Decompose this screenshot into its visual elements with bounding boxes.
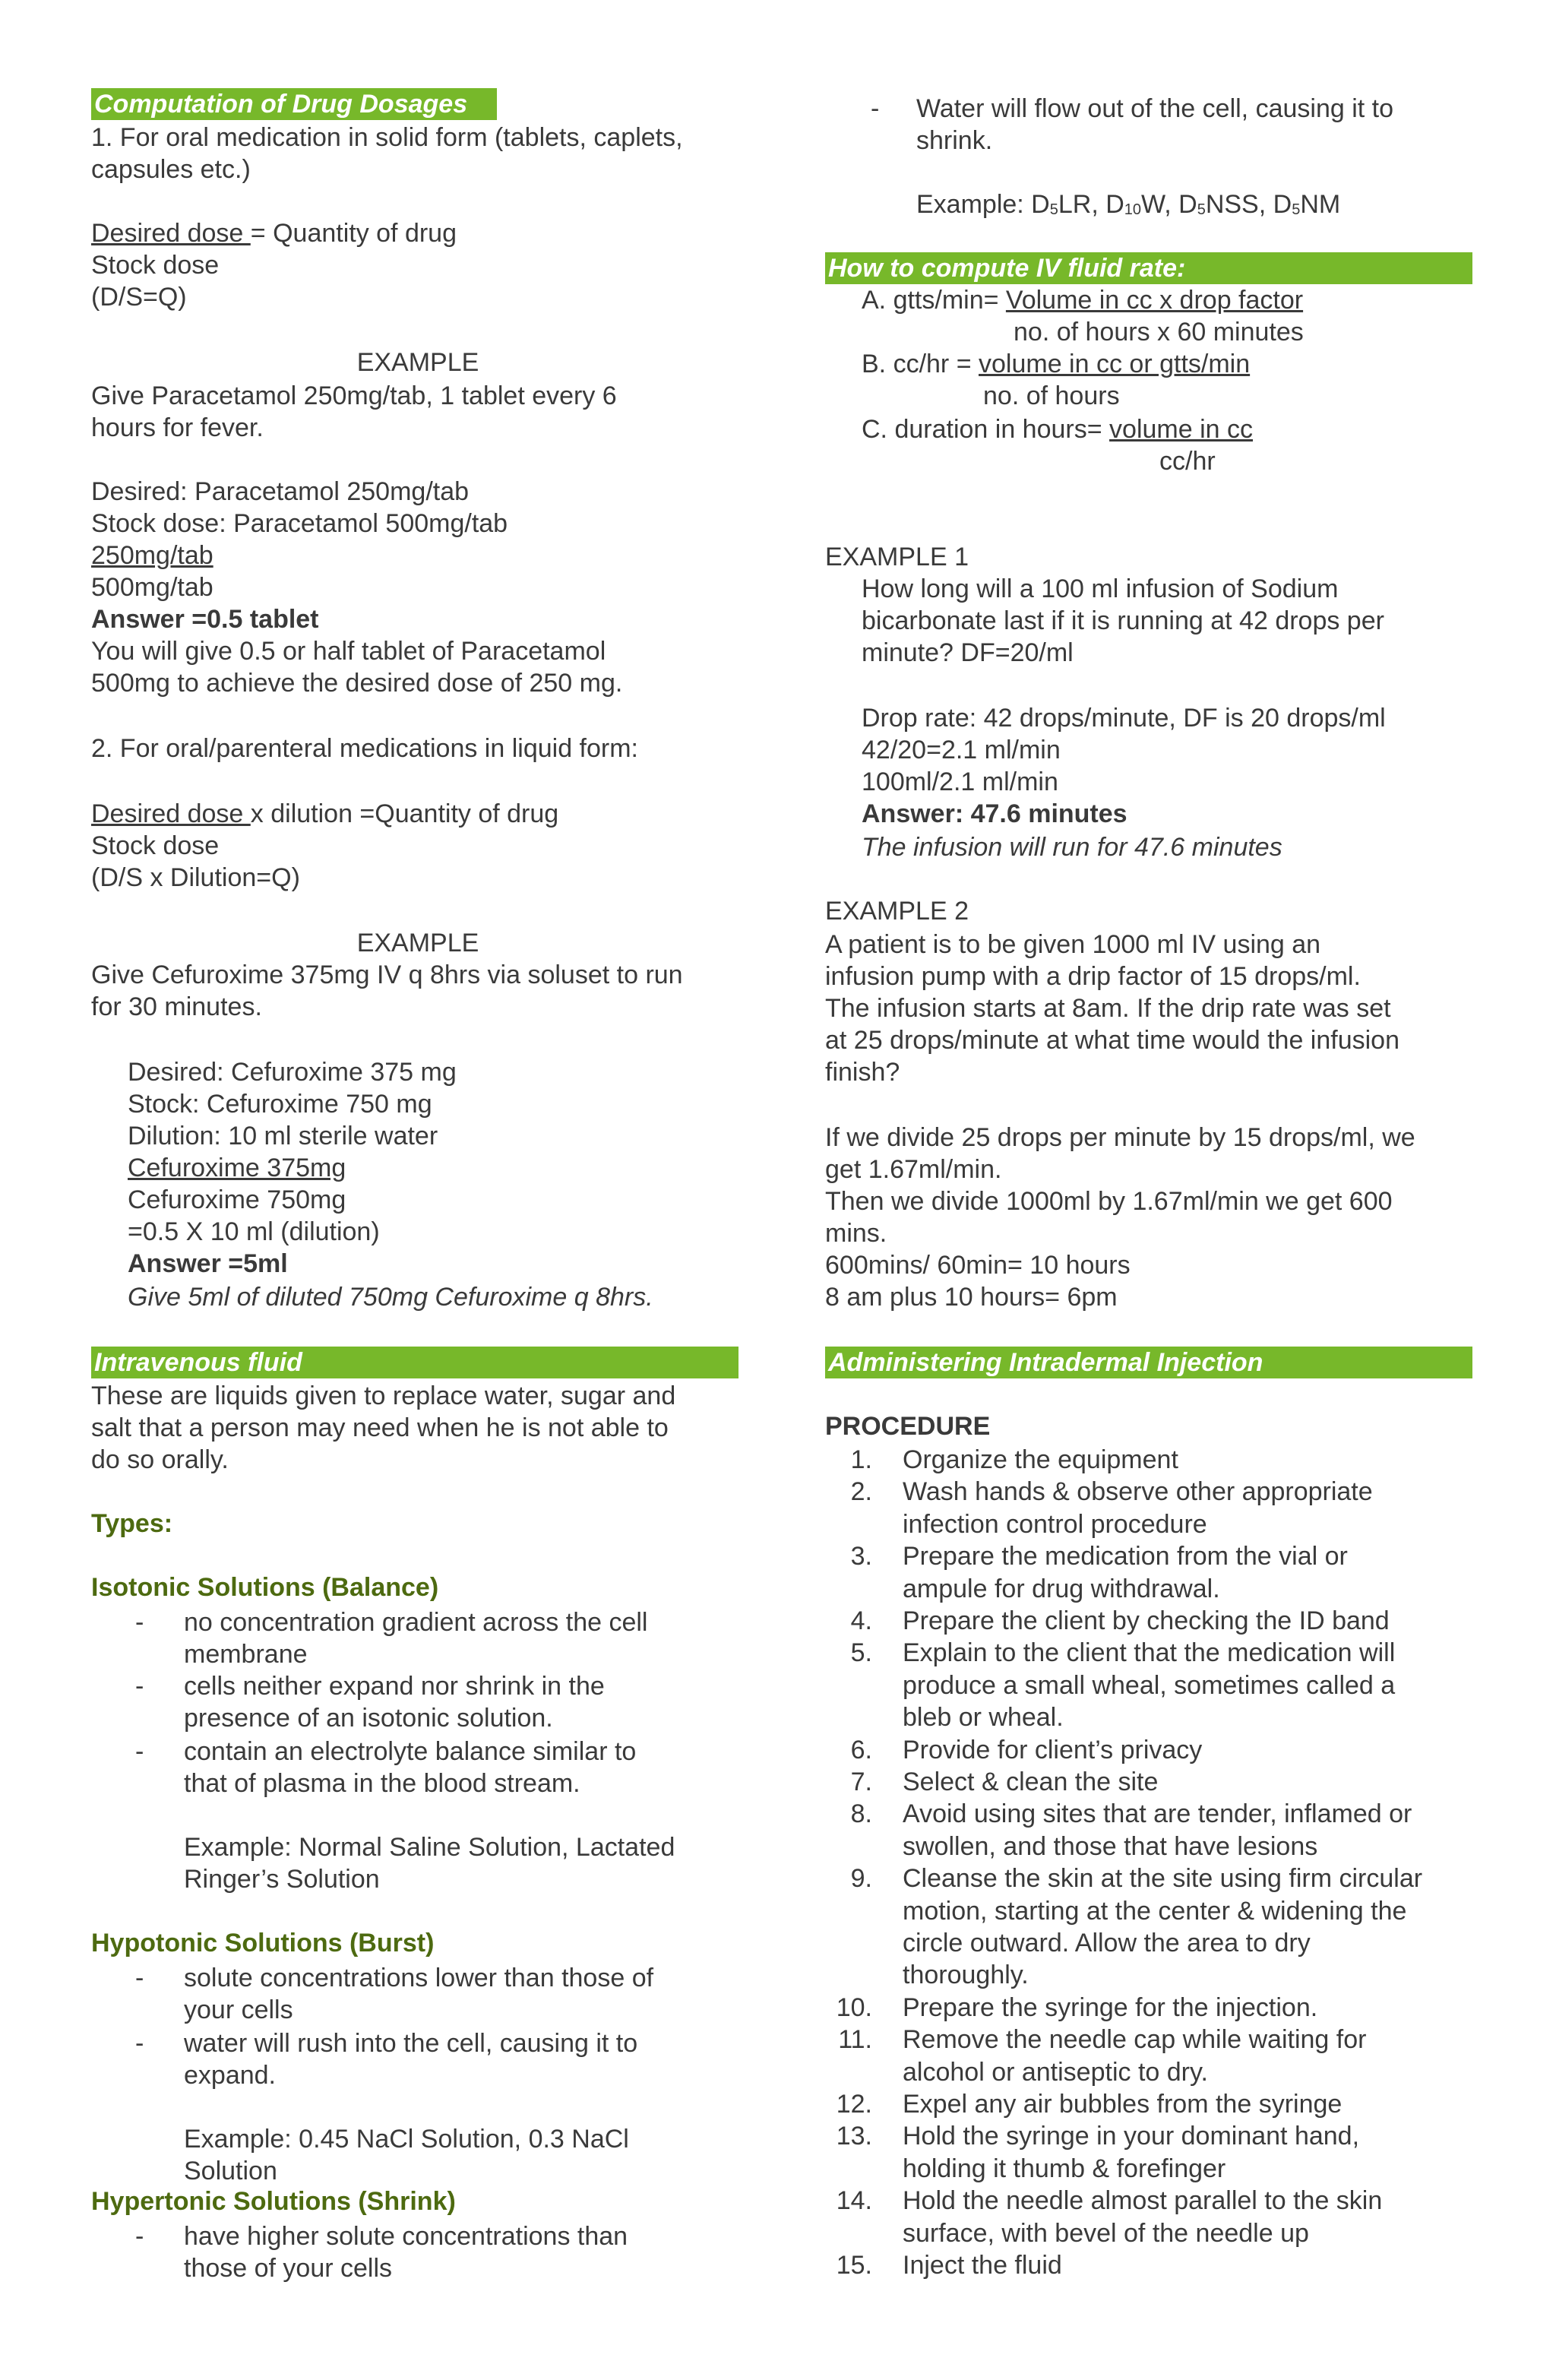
formula2-stock: Stock dose	[91, 831, 220, 860]
formula-b-denominator: no. of hours	[983, 381, 1120, 410]
procedure-step-text: infection control procedure	[903, 1510, 1207, 1539]
ex1-stock: Stock dose: Paracetamol 500mg/tab	[91, 509, 508, 538]
formula2-abbr: (D/S x Dilution=Q)	[91, 863, 300, 892]
procedure-step-text: motion, starting at the center & widening the	[903, 1897, 1407, 1926]
procedure-step-text: Cleanse the skin at the site using firm circular	[903, 1864, 1423, 1893]
step-number: 8.	[850, 1799, 872, 1828]
procedure-step-text: swollen, and those that have lesions	[903, 1832, 1318, 1861]
procedure-step-text: surface, with bevel of the needle up	[903, 2219, 1309, 2248]
formula-a-numerator: Volume in cc x drop factor	[1005, 286, 1304, 315]
ex2-dilution: Dilution: 10 ml sterile water	[128, 1122, 438, 1150]
ex2-question-l2: infusion pump with a drip factor of 15 drops/ml.	[825, 962, 1361, 991]
ex2-calc: =0.5 X 10 ml (dilution)	[128, 1217, 380, 1246]
formula1-desired: Desired dose	[91, 219, 251, 248]
iso-example-l1: Example: Normal Saline Solution, Lactated	[184, 1833, 675, 1862]
types-label: Types:	[91, 1509, 173, 1538]
ex2-question-l1: A patient is to be given 1000 ml IV using an	[825, 930, 1321, 959]
ex1-step1: Drop rate: 42 drops/minute, DF is 20 drops/ml	[862, 704, 1386, 733]
bullet-dash: -	[135, 1672, 144, 1701]
ex2-question-l3: The infusion starts at 8am. If the drip rate was set	[825, 994, 1391, 1023]
step-number: 14.	[836, 2186, 872, 2215]
step-number: 3.	[850, 1542, 872, 1571]
procedure-step-text: Inject the fluid	[903, 2251, 1062, 2280]
ex2-step2-l1: Then we divide 1000ml by 1.67ml/min we get 600	[825, 1187, 1393, 1216]
procedure-step-text: alcohol or antiseptic to dry.	[903, 2058, 1208, 2087]
ex2-stock: Stock: Cefuroxime 750 mg	[128, 1090, 432, 1119]
procedure-step-text: holding it thumb & forefinger	[903, 2154, 1226, 2183]
iso-example-l2: Ringer’s Solution	[184, 1865, 380, 1894]
iso-b2-l2: presence of an isotonic solution.	[184, 1704, 553, 1733]
iso-b2-l1: cells neither expand nor shrink in the	[184, 1672, 605, 1701]
iv-def-l3: do so orally.	[91, 1445, 229, 1474]
hypo-example-l1: Example: 0.45 NaCl Solution, 0.3 NaCl	[184, 2125, 629, 2154]
ex1-question-l1: How long will a 100 ml infusion of Sodium	[862, 574, 1339, 603]
formula2-desired: Desired dose	[91, 799, 251, 828]
procedure-step-text: produce a small wheal, sometimes called a	[903, 1671, 1396, 1700]
hypo-example-l2: Solution	[184, 2157, 277, 2185]
step-number: 9.	[850, 1864, 872, 1893]
step-number: 10.	[836, 1993, 872, 2022]
ex1-line2: hours for fever.	[91, 413, 264, 442]
ex2-step2-l2: mins.	[825, 1219, 887, 1248]
oral-solid-title: 1. For oral medication in solid form (tablets, caplets,	[91, 123, 683, 152]
ex1-conclusion: The infusion will run for 47.6 minutes	[862, 833, 1282, 862]
bullet-dash: -	[135, 1608, 144, 1637]
iso-b3-l1: contain an electrolyte balance similar to	[184, 1737, 637, 1766]
formula1-line	[91, 217, 457, 249]
step-number: 11.	[838, 2025, 872, 2054]
procedure-step-text: Select & clean the site	[903, 1768, 1159, 1796]
formula-c	[862, 413, 1253, 445]
ex2-numerator: Cefuroxime 375mg	[128, 1154, 346, 1182]
procedure-step-text: bleb or wheal.	[903, 1703, 1064, 1732]
bullet-dash: -	[135, 2222, 144, 2251]
step-number: 12.	[836, 2090, 872, 2119]
ex1-question-l2: bicarbonate last if it is running at 42 drops per	[862, 606, 1384, 635]
ex2-step3: 600mins/ 60min= 10 hours	[825, 1251, 1131, 1280]
ex2-desired: Desired: Cefuroxime 375 mg	[128, 1058, 457, 1087]
procedure-step-text: thoroughly.	[903, 1961, 1029, 1989]
procedure-step-text: Wash hands & observe other appropriate	[903, 1477, 1373, 1506]
formula-c-denominator: cc/hr	[1159, 447, 1216, 476]
ex2-step1-l2: get 1.67ml/min.	[825, 1155, 1002, 1184]
iso-b3-l2: that of plasma in the blood stream.	[184, 1769, 580, 1798]
formula-a	[862, 284, 1303, 316]
section-header-computation: Computation of Drug Dosages	[91, 88, 497, 120]
procedure-step-text: Expel any air bubbles from the syringe	[903, 2090, 1343, 2119]
formula-a-denominator: no. of hours x 60 minutes	[1014, 318, 1304, 347]
ex2-line2: for 30 minutes.	[91, 992, 262, 1021]
ex1-question-l3: minute? DF=20/ml	[862, 638, 1074, 667]
step-number: 5.	[850, 1638, 872, 1667]
ex1-conclusion-l2: 500mg to achieve the desired dose of 250 mg.	[91, 669, 623, 698]
bullet-dash: -	[135, 1737, 144, 1766]
ex1-desired: Desired: Paracetamol 250mg/tab	[91, 477, 470, 506]
section-header-iv-fluid: Intravenous fluid	[91, 1347, 738, 1378]
procedure-step-text: Provide for client’s privacy	[903, 1736, 1203, 1764]
hyper-b1-l2: those of your cells	[184, 2254, 393, 2283]
hypo-b2-l2: expand.	[184, 2061, 276, 2090]
ex2-question-l4: at 25 drops/minute at what time would the infusion	[825, 1026, 1399, 1055]
ex2-step4: 8 am plus 10 hours= 6pm	[825, 1283, 1118, 1312]
liquid-title: 2. For oral/parenteral medications in liquid form:	[91, 734, 638, 763]
ex2-question-l5: finish?	[825, 1058, 900, 1087]
procedure-step-text: Prepare the syringe for the injection.	[903, 1993, 1318, 2022]
procedure-step-text: Prepare the client by checking the ID band	[903, 1606, 1390, 1635]
procedure-step-text: Remove the needle cap while waiting for	[903, 2025, 1367, 2054]
procedure-step-text: Avoid using sites that are tender, inflamed or	[903, 1799, 1412, 1828]
formula-a-prefix: A. gtts/min=	[862, 286, 1006, 315]
ex2-step1-l1: If we divide 25 drops per minute by 15 drops/ml, we	[825, 1123, 1415, 1152]
example-label: EXAMPLE	[356, 348, 479, 377]
hypo-b1-l1: solute concentrations lower than those of	[184, 1964, 654, 1992]
step-number: 1.	[850, 1445, 872, 1474]
hypotonic-title: Hypotonic Solutions (Burst)	[91, 1929, 435, 1957]
procedure-step-text: Organize the equipment	[903, 1445, 1178, 1474]
formula2-line	[91, 798, 558, 830]
bullet-dash: -	[135, 1964, 144, 1992]
ex1-conclusion-l1: You will give 0.5 or half tablet of Paracetamol	[91, 637, 606, 666]
procedure-step-text: ampule for drug withdrawal.	[903, 1575, 1220, 1603]
hyper-b2-l1: Water will flow out of the cell, causing it to	[916, 94, 1394, 123]
example2-label: EXAMPLE	[356, 929, 479, 957]
formula-b	[862, 348, 1250, 380]
ex1-step3: 100ml/2.1 ml/min	[862, 767, 1058, 796]
step-number: 13.	[836, 2122, 872, 2151]
step-number: 15.	[836, 2251, 872, 2280]
step-number: 4.	[850, 1606, 872, 1635]
section-header-iv-rate: How to compute IV fluid rate:	[825, 252, 1472, 284]
iv-def-l1: These are liquids given to replace water, sugar and	[91, 1381, 676, 1410]
procedure-step-text: Explain to the client that the medication will	[903, 1638, 1396, 1667]
ex1-numerator: 250mg/tab	[91, 541, 213, 570]
formula2-rest: x dilution =Quantity of drug	[250, 799, 559, 828]
step-number: 7.	[850, 1768, 872, 1796]
hyper-b1-l1: have higher solute concentrations than	[184, 2222, 628, 2251]
step-number: 2.	[850, 1477, 872, 1506]
ex2-line1: Give Cefuroxime 375mg IV q 8hrs via soluset to run	[91, 961, 683, 989]
formula1-abbr: (D/S=Q)	[91, 283, 187, 312]
formula-b-prefix: B. cc/hr =	[862, 350, 979, 378]
iso-b1-l2: membrane	[184, 1640, 308, 1669]
oral-solid-title-cont: capsules etc.)	[91, 155, 251, 184]
ex2-denominator: Cefuroxime 750mg	[128, 1185, 346, 1214]
hyper-b2-l2: shrink.	[916, 126, 993, 155]
procedure-label: PROCEDURE	[825, 1412, 991, 1441]
ex2-answer: Answer =5ml	[128, 1249, 288, 1278]
isotonic-title: Isotonic Solutions (Balance)	[91, 1573, 439, 1602]
iso-b1-l1: no concentration gradient across the cell	[184, 1608, 648, 1637]
bullet-dash: -	[135, 2029, 144, 2058]
ex1-answer: Answer =0.5 tablet	[91, 605, 319, 634]
example2-label: EXAMPLE 2	[825, 897, 969, 926]
formula1-eq: = Quantity of drug	[250, 219, 457, 248]
iv-def-l2: salt that a person may need when he is not able to	[91, 1413, 669, 1442]
section-header-intradermal: Administering Intradermal Injection	[825, 1347, 1472, 1378]
hyper-example: Example: $D_5LR$, $D_{10}W$, $D_5NSS$, $D_5NM$	[916, 190, 1341, 219]
ex1-denominator: 500mg/tab	[91, 573, 213, 602]
procedure-step-text: circle outward. Allow the area to dry	[903, 1929, 1311, 1957]
hypertonic-title: Hypertonic Solutions (Shrink)	[91, 2187, 456, 2216]
formula1-stock: Stock dose	[91, 251, 220, 280]
formula-c-numerator: volume in cc	[1109, 415, 1253, 444]
ex1-step2: 42/20=2.1 ml/min	[862, 736, 1061, 764]
procedure-step-text: Prepare the medication from the vial or	[903, 1542, 1348, 1571]
formula-c-prefix: C. duration in hours=	[862, 415, 1110, 444]
ex1-answer: Answer: 47.6 minutes	[862, 799, 1127, 828]
step-number: 6.	[850, 1736, 872, 1764]
ex2-conclusion: Give 5ml of diluted 750mg Cefuroxime q 8hrs.	[128, 1283, 653, 1312]
procedure-step-text: Hold the needle almost parallel to the skin	[903, 2186, 1383, 2215]
hypo-b1-l2: your cells	[184, 1995, 293, 2024]
example1-label: EXAMPLE 1	[825, 543, 969, 571]
bullet-dash: -	[871, 94, 880, 123]
ex1-line1: Give Paracetamol 250mg/tab, 1 tablet every 6	[91, 381, 617, 410]
formula-b-numerator: volume in cc or gtts/min	[979, 350, 1251, 378]
procedure-step-text: Hold the syringe in your dominant hand,	[903, 2122, 1360, 2151]
hypo-b2-l1: water will rush into the cell, causing it to	[184, 2029, 638, 2058]
